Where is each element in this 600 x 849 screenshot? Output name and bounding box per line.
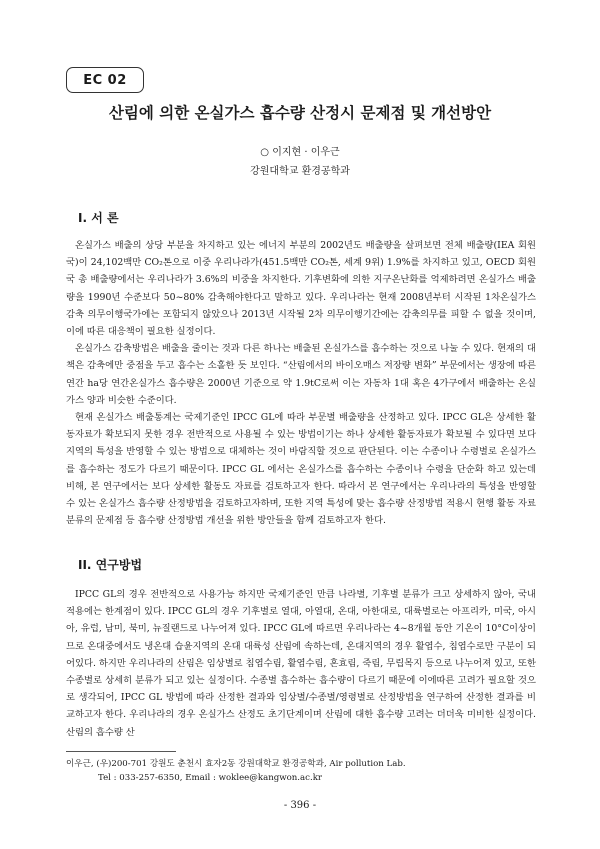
footnote-divider	[66, 751, 176, 752]
section-body-intro	[66, 237, 536, 529]
paper-title: 산림에 의한 온실가스 흡수량 산정시 문제점 및 개선방안	[108, 104, 492, 122]
paper-code-badge: EC 02	[66, 67, 144, 93]
paper-authors: ○ 이지현 · 이우근	[260, 147, 340, 158]
section-heading-intro: I. 서 론	[78, 211, 119, 225]
paragraph: 온실가스 배출의 상당 부분을 차지하고 있는 에너지 부분의 2002년도 배출량을 살펴보면 전체 배출량(IEA 회원국)이 24,102백만 CO₂톤으로 이중 우리나라가(451.5백만 CO₂톤, 세계 9위) 1.9%를 차지하고 있고, OECD 회원국 총 배출량에서는 우리나라가 3.6%의 비중을 차지한다. 기후변화에 의한 지구온난화를 억제하려면 온실가스 배출량을 1990년 수준보다 50~80% 감축해야한다고 말하고 있다. 우리나라는 현재 2008년부터 시작된 1차온실가스감축 의무이행국가에는 포함되지 않았으나 2013년 시작될 2차 의무이행기간에는 감축의무를 피할 수 없을 것이며, 이에 따른 대응책이 필요한 실정이다.	[66, 240, 536, 338]
section-heading-methods: II. 연구방법	[78, 558, 143, 572]
paragraph: 현재 온실가스 배출통계는 국제기준인 IPCC GL에 따라 부문별 배출량을 산정하고 있다. IPCC GL은 상세한 활동자료가 확보되지 못한 경우 전반적으로 사용될 수 있는 방법이기는 하나 상세한 활동자료가 확보될 수 있다면 보다 지역의 특성을 반영할 수 있는 방법으로 대체하는 것이 바람직할 것으로 판단된다. 이는 수종이나 수령별로 온실가스를 흡수하는 정도가 다르기 때문이다. IPCC GL 에서는 온실가스를 흡수하는 수종이나 수령을 단순화 하고 있는데 비해, 본 연구에서는 보다 상세한 활동도 자료를 검토하고자 한다. 따라서 본 연구에서는 우리나라의 특성을 반영할 수 있는 온실가스 흡수량 산정방법을 검토하고자하며, 또한 지역 특성에 맞는 흡수량 산정방법 적용시 현행 활동 자료 분류의 문제점 등 흡수량 산정방법 개선을 위한 방안들을 함께 검토하고자 한다.	[66, 412, 536, 527]
page-number: - 396 -	[283, 800, 317, 811]
paragraph: IPCC GL의 경우 전반적으로 사용가능 하지만 국제기준인 만큼 나라별, 기후별 분류가 크고 상세하지 않아, 국내 적용에는 한계점이 있다. IPCC GL의 경우 기후별로 열대, 아열대, 온대, 아한대로, 대륙별로는 아프리카, 미국, 아시아, 유럽, 남미, 북미, 뉴질랜드로 나누어져 있다. IPCC GL에 따르면 우리나라는 4~8개월 동안 기온이 10°C이상이므로 온대중에서도 냉온대 습윤지역의 온대 대륙성 산림에 속하는데, 온대지역의 경우 활엽수, 침엽수로만 구분이 되어있다. 하지만 우리나라의 산림은 임상별로 침엽수림, 활엽수림, 혼효림, 죽림, 무립목지 등으로 나누어져 있고, 또한 수종별로 상세히 분류가 되고 있는 실정이다. 수종별 흡수하는 흡수량이 다르기 때문에 이에따른 고려가 필요할 것으로 생각되어, IPCC GL 방법에 따라 산정한 결과와 임상별/수종별/영령별로 산정방법을 연구하여 산정한 결과를 비교하고자 한다. 우리나라의 경우 온실가스 산정도 초기단계이며 산림에 대한 흡수량 고려는 더더욱 미비한 실정이다. 산림의 흡수량 산	[66, 589, 536, 738]
paper-affiliation: 강원대학교 환경공학과	[250, 166, 350, 177]
footnote	[66, 757, 536, 785]
paragraph: 온실가스 감축방법은 배출을 줄이는 것과 다른 하나는 배출된 온실가스를 흡수하는 것으로 나눌 수 있다. 현재의 대책은 감축에만 중점을 두고 흡수는 소홀한 듯 보인다. “산림에서의 바이오매스 저장량 변화” 부문에서는 생장에 따른 연간 ha당 연간온실가스 흡수량은 2000년 기준으로 약 1.9tC로써 이는 자동차 1대 혹은 4가구에서 배출하는 온실가스 양과 비슷한 수준이다.	[66, 343, 536, 406]
section-body-methods	[66, 586, 536, 741]
footnote-contact: Tel : 033-257-6350, Email : woklee@kangwon.ac.kr	[98, 773, 323, 783]
footnote-address: 이우근, (우)200-701 강원도 춘천시 효자2동 강원대학교 환경공학과, Air pollution Lab.	[66, 759, 406, 769]
